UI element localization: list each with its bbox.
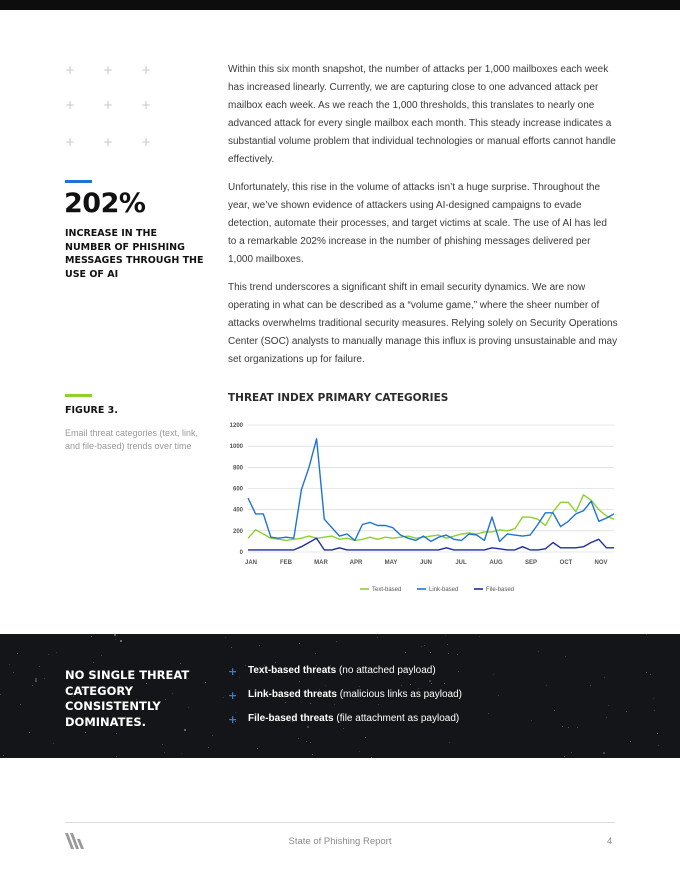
star: [447, 644, 448, 645]
star: [378, 704, 379, 705]
star: [429, 680, 431, 682]
x-tick-label: JUL: [455, 560, 467, 566]
star: [114, 634, 116, 636]
star: [44, 678, 45, 679]
y-tick-label: 400: [232, 507, 243, 514]
star: [654, 710, 655, 711]
star: [17, 653, 18, 654]
star: [590, 685, 591, 686]
star: [13, 672, 14, 673]
star: [415, 682, 416, 683]
star: [180, 663, 181, 664]
star: [336, 641, 337, 642]
item-rest: (no attached payload): [336, 665, 436, 676]
star: [259, 645, 260, 646]
item-bold: Text-based threats: [248, 665, 337, 676]
star: [35, 678, 37, 680]
legend-label: File-based: [486, 587, 515, 593]
star: [554, 710, 555, 711]
star: [334, 704, 335, 705]
x-tick-label: OCT: [559, 560, 573, 566]
series-line: [248, 495, 614, 541]
figure-label: FIGURE 3.: [65, 405, 118, 416]
star: [306, 741, 307, 742]
star: [275, 662, 276, 663]
star: [48, 654, 49, 655]
star: [606, 717, 607, 718]
star: [562, 726, 563, 727]
star: [603, 752, 605, 754]
star: [245, 665, 246, 666]
star: [285, 702, 286, 703]
star: [657, 733, 658, 734]
star: [359, 751, 360, 752]
star: [565, 656, 566, 657]
star: [488, 713, 489, 714]
star: [653, 698, 654, 699]
star: [93, 662, 94, 663]
star: [448, 653, 449, 654]
y-tick-label: 0: [239, 550, 243, 556]
footer-title: State of Phishing Report: [288, 836, 392, 847]
star: [307, 726, 309, 728]
y-tick-label: 200: [232, 528, 243, 535]
paragraph-1: Within this six month snapshot, the number of attacks per 1,000 mailboxes each week has increased linearly. Currently, we are capturing close to one advanced attack per mailbox each week. As we reach the 1,000 thresholds, this translates to nearly one advanced attack for every single mailbox each month. This steady increase indicates a substantial volume problem that individual technologies or manual efforts cannot handle effectively.: [228, 64, 616, 165]
star: [445, 635, 446, 636]
star: [444, 683, 445, 684]
star: [449, 742, 450, 743]
plus-icon: +: [103, 98, 114, 112]
star: [365, 737, 366, 738]
star: [56, 652, 57, 653]
star: [299, 681, 300, 682]
star: [35, 680, 37, 682]
star: [359, 686, 360, 687]
figure-accent-rule: [65, 394, 92, 397]
series-line: [248, 439, 614, 542]
star: [377, 637, 378, 638]
star: [9, 664, 10, 665]
star: [315, 653, 316, 654]
decorative-plus-grid: [62, 62, 162, 152]
y-tick-label: 1000: [229, 444, 243, 451]
star: [29, 732, 30, 733]
x-tick-label: FEB: [280, 560, 292, 566]
dominance-band: [0, 634, 680, 758]
x-tick-label: MAY: [384, 560, 398, 566]
x-tick-label: AUG: [489, 560, 503, 566]
page-number: 4: [607, 836, 613, 847]
star: [531, 720, 532, 721]
star: [458, 671, 459, 672]
star: [116, 733, 117, 734]
star: [208, 747, 209, 748]
x-tick-label: APR: [349, 560, 363, 566]
stat-caption: INCREASE IN THE NUMBER OF PHISHING MESSAGES THROUGH THE USE OF AI: [65, 228, 204, 280]
star: [343, 728, 344, 729]
star: [546, 685, 547, 686]
star: [116, 756, 117, 757]
x-tick-label: MAR: [314, 560, 328, 566]
star: [181, 753, 182, 754]
star: [630, 741, 631, 742]
star: [299, 643, 300, 644]
star: [410, 684, 411, 685]
star: [231, 647, 232, 648]
item-bold: File-based threats: [248, 713, 334, 724]
star: [53, 743, 54, 744]
star: [493, 674, 494, 675]
star: [457, 654, 458, 655]
item-rest: (file attachment as payload): [333, 713, 460, 724]
star: [564, 756, 565, 757]
plus-bullet-icon: +: [228, 713, 238, 726]
star: [239, 677, 240, 678]
star: [225, 637, 226, 638]
star: [298, 738, 299, 739]
plus-bullet-icon: +: [228, 689, 238, 702]
chart-title: THREAT INDEX PRIMARY CATEGORIES: [228, 392, 449, 404]
plus-icon: +: [65, 98, 76, 112]
plus-icon: +: [103, 135, 114, 149]
item-rest: (malicious links as payload): [336, 689, 462, 700]
star: [568, 727, 569, 728]
star: [162, 744, 163, 745]
plus-icon: +: [103, 63, 114, 77]
x-tick-label: JUN: [419, 560, 433, 566]
star: [120, 640, 122, 642]
star: [32, 685, 33, 686]
threat-index-chart: [222, 418, 622, 603]
paragraph-3: This trend underscores a significant shift in email security dynamics. We are now operating in what can be described as a “volume game,” where the sheer number of attacks overwhelms traditional security measures. Relying solely on Security Operations Center (SOC) analysts to manually manage this influx is proving unsustainable and may set organizations up for failure.: [228, 282, 618, 365]
star: [626, 711, 627, 712]
item-bold: Link-based threats: [248, 689, 337, 700]
star: [325, 685, 326, 686]
plus-icon: +: [141, 63, 152, 77]
star: [430, 652, 431, 653]
star: [85, 732, 86, 733]
star: [20, 704, 21, 705]
star: [577, 727, 578, 728]
star: [608, 705, 609, 706]
plus-icon: +: [65, 63, 76, 77]
star: [301, 702, 302, 703]
star: [424, 645, 425, 646]
band-title: NO SINGLE THREAT CATEGORY CONSISTENTLY DOMINATES.: [65, 668, 190, 729]
star: [405, 652, 406, 653]
star: [310, 742, 311, 743]
star: [101, 655, 102, 656]
top-bar: [0, 0, 680, 10]
legend-label: Link-based: [429, 587, 459, 593]
series-line: [248, 538, 614, 550]
star: [3, 755, 4, 756]
star: [91, 636, 92, 637]
star: [115, 639, 116, 640]
footer-rule: [65, 822, 615, 823]
plus-icon: +: [141, 135, 152, 149]
star: [571, 752, 572, 753]
star: [257, 748, 258, 749]
star: [401, 685, 402, 686]
y-tick-label: 1200: [229, 423, 243, 429]
star: [0, 694, 1, 695]
star: [658, 745, 659, 746]
figure-caption: Email threat categories (text, link, and file-based) trends over time: [65, 428, 199, 451]
star: [650, 674, 651, 675]
star: [39, 666, 40, 667]
star: [310, 703, 311, 704]
body-text: [228, 61, 618, 379]
y-tick-label: 800: [232, 465, 243, 472]
star: [371, 757, 372, 758]
star: [538, 651, 539, 652]
star: [312, 754, 313, 755]
x-tick-label: SEP: [524, 560, 538, 566]
star: [164, 752, 165, 753]
star: [223, 697, 224, 698]
plus-icon: +: [65, 135, 76, 149]
star: [646, 634, 647, 635]
stat-value: 202%: [64, 188, 146, 219]
y-tick-label: 600: [232, 486, 243, 493]
star: [604, 677, 605, 678]
star: [646, 672, 647, 673]
x-tick-label: NOV: [594, 560, 608, 566]
star: [421, 646, 422, 647]
plus-bullet-icon: +: [228, 665, 238, 678]
x-tick-label: JAN: [244, 560, 258, 566]
star: [479, 636, 480, 637]
plus-icon: +: [141, 98, 152, 112]
star: [431, 683, 432, 684]
paragraph-2: Unfortunately, this rise in the volume of attacks isn’t a huge surprise. Throughout the year, we’ve shown evidence of attackers using AI-designed campaigns to evade detection, automate their processes, and target victims at scale. The use of AI has led to a remarkable 202% increase in the number of phishing messages delivered per 1,000 mailboxes.: [228, 182, 607, 265]
legend-label: Text-based: [372, 587, 402, 593]
stat-accent-rule: [65, 180, 92, 183]
star: [212, 735, 213, 736]
star: [498, 695, 499, 696]
